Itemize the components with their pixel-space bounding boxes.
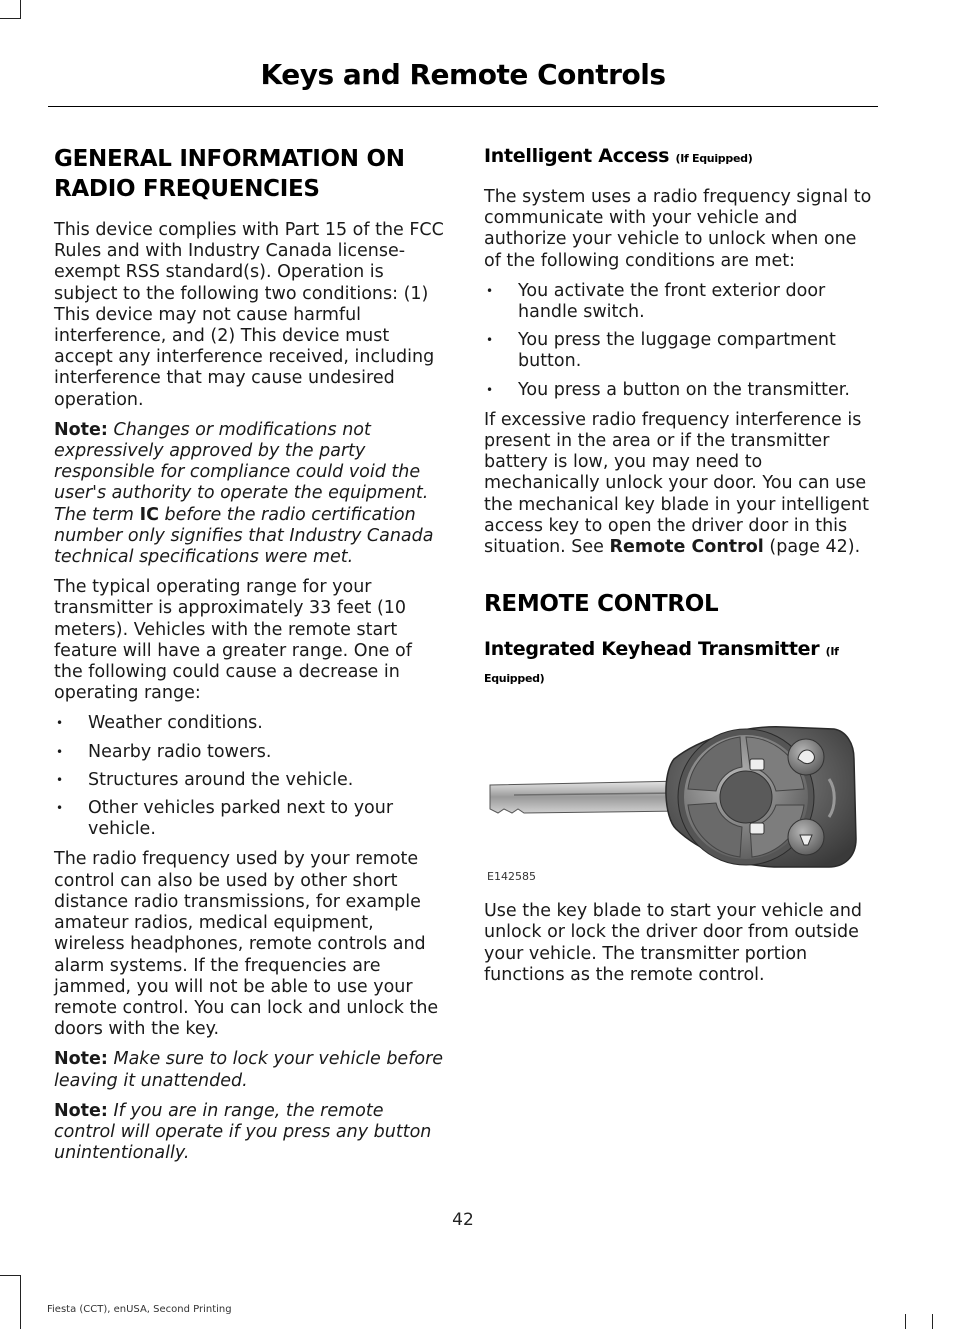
key-transmitter-figure (484, 719, 876, 889)
interference-paragraph: If excessive radio frequency interference is present in the area or if the transmitter battery is low, you may need to mechanically unlock your door. You can use the mechanical key blade in your intelligent access key to open the driver door in this situation. See Remote Control (page 42). (484, 409, 870, 558)
range-factors-list (54, 713, 446, 840)
right-column (484, 144, 876, 995)
operating-range-paragraph: The typical operating range for your transmitter is approximately 33 feet (10 meters). Vehicles with the remote start feature will have a greater range. One of the following could cause a decrease in operating range: (54, 577, 412, 704)
intelligent-access-heading: Intelligent Access (If Equipped) (484, 145, 753, 167)
note-in-range (54, 1101, 446, 1165)
section-heading-radio-frequencies: GENERAL INFORMATION ON RADIO FREQUENCIES (54, 146, 405, 202)
list-item: • Other vehicles parked next to your vehicle. (54, 798, 446, 840)
lock-icon (750, 823, 764, 834)
section-heading-remote-control: REMOTE CONTROL (484, 591, 719, 618)
list-item: • Structures around the vehicle. (54, 770, 446, 791)
integrated-keyhead-heading: Integrated Keyhead Transmitter (If Equipped) (484, 638, 839, 686)
note-text: Changes or modifications not expressively approved by the party responsible for compliance could void the user's authority to operate the equipment. The term (54, 419, 429, 525)
note-label: Note: (54, 419, 108, 440)
page-number: 42 (452, 1210, 474, 1230)
list-item: • You activate the front exterior door handle switch. (484, 281, 876, 323)
key-blade-paragraph: Use the key blade to start your vehicle and unlock or lock the driver door from outside your vehicle. The transmitter portion functions as the remote control. (484, 901, 863, 985)
unlock-conditions-list (484, 281, 876, 401)
crop-mark (0, 18, 20, 19)
remote-control-link[interactable]: Remote Control (609, 537, 764, 558)
note-text: before the radio certification number only signifies that Industry Canada technical specifications were met. (54, 504, 434, 568)
list-item: • Nearby radio towers. (54, 742, 446, 763)
note-label: Note: (54, 1100, 108, 1121)
list-item: • Weather conditions. (54, 713, 446, 734)
keyhead-transmitter-illustration (484, 719, 876, 889)
page-title: Keys and Remote Controls (260, 58, 666, 91)
note-modifications (54, 420, 446, 568)
left-column (54, 144, 446, 1173)
crop-mark (0, 1275, 20, 1276)
intelligent-access-paragraph: The system uses a radio frequency signal to communicate with your vehicle and authorize your vehicle to unlock when one of the following conditions are met: (484, 187, 872, 271)
note-lock-vehicle (54, 1049, 446, 1091)
compliance-paragraph: This device complies with Part 15 of the FCC Rules and with Industry Canada license-exempt RSS standard(s). Operation is subject to the following two conditions: (1) This device may not cause harmful interference, and (2) This device must accept any interference received, including interference that may cause undesired operation. (54, 220, 444, 410)
note-bold-term: IC (139, 504, 159, 525)
note-text: If you are in range, the remote control will operate if you press any button unintentionally. (54, 1100, 432, 1164)
unlock-icon (750, 759, 764, 770)
if-equipped-label: (If Equipped) (675, 152, 753, 165)
key-blade (490, 781, 694, 813)
note-label: Note: (54, 1049, 108, 1070)
crop-mark (932, 1314, 933, 1329)
figure-label: E142585 (487, 870, 536, 884)
note-text: Make sure to lock your vehicle before leaving it unattended. (54, 1049, 444, 1091)
list-item: • You press a button on the transmitter. (484, 380, 876, 401)
crop-mark (20, 1275, 21, 1329)
frequency-paragraph: The radio frequency used by your remote control can also be used by other short distance radio transmissions, for example amateur radios, medical equipment, wireless headphones, remote controls and alarm systems. If the frequencies are jammed, you will not be able to use your remote control. You can lock and unlock the doors with the key. (54, 849, 439, 1040)
if-equipped-label: (If Equipped) (484, 645, 839, 686)
crop-mark (20, 0, 21, 19)
crop-mark (905, 1314, 906, 1329)
list-item: • You press the luggage compartment button. (484, 330, 876, 372)
title-rule (48, 106, 878, 107)
footer-text: Fiesta (CCT), enUSA, Second Printing (47, 1304, 232, 1315)
